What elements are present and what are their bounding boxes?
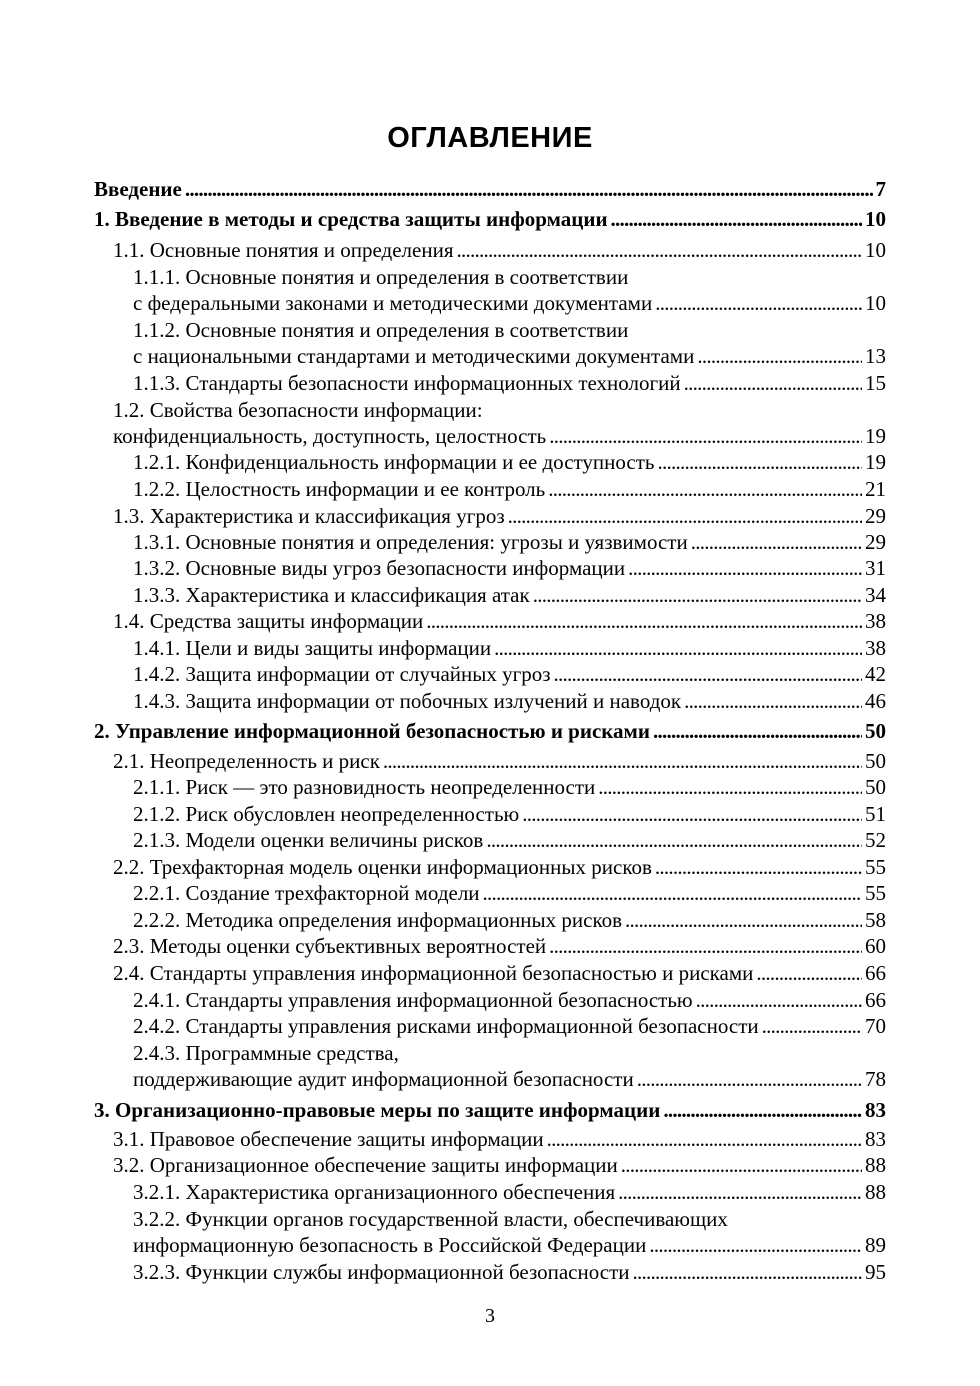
toc-entry xyxy=(0,661,980,688)
dot-leader xyxy=(611,206,862,233)
toc-entry-line xyxy=(133,555,886,582)
toc-entry xyxy=(0,1152,980,1179)
dot-leader xyxy=(658,449,863,476)
toc-entry-title: 1.3.1. Основные понятия и определения: угрозы и уязвимости xyxy=(133,530,688,554)
dot-leader xyxy=(628,555,862,582)
toc-entry-page: 31 xyxy=(865,556,886,580)
dot-leader xyxy=(549,933,862,960)
toc-entry xyxy=(0,718,980,745)
dot-leader xyxy=(554,661,862,688)
toc-entry-title: информационную безопасность в Российской Федерации xyxy=(133,1233,647,1257)
toc-entry-line xyxy=(113,748,886,775)
toc-entry-line xyxy=(113,503,886,530)
toc-entry-title: 3.1. Правовое обеспечение защиты информации xyxy=(113,1127,544,1151)
toc-entry xyxy=(0,476,980,503)
toc-entry-title: 2.1. Неопределенность и риск xyxy=(113,749,380,773)
toc-entry-line xyxy=(133,880,886,907)
toc-entry-page: 10 xyxy=(865,238,886,262)
toc-entry-line xyxy=(113,1126,886,1153)
toc-entry-page: 50 xyxy=(865,719,886,743)
toc-entry-line xyxy=(133,661,886,688)
dot-leader xyxy=(621,1152,862,1179)
toc-entry-line xyxy=(133,529,886,556)
toc-entry xyxy=(0,1206,980,1233)
toc-entry-title: 2.1.1. Риск — это разновидность неопределенности xyxy=(133,775,596,799)
toc-entry-page: 55 xyxy=(865,855,886,879)
toc-entry-page: 55 xyxy=(865,881,886,905)
toc-entry-title: 2. Управление информационной безопасностью и рисками xyxy=(94,719,650,743)
toc-entry-title: 2.1.3. Модели оценки величины рисков xyxy=(133,828,484,852)
dot-leader xyxy=(508,503,862,530)
toc-entry-line xyxy=(94,718,886,745)
dot-leader xyxy=(533,582,862,609)
toc-entry-title: с федеральными законами и методическими документами xyxy=(133,291,653,315)
toc-entry-title: 2.1.2. Риск обусловлен неопределенностью xyxy=(133,802,520,826)
dot-leader xyxy=(653,718,862,745)
toc-entry xyxy=(0,503,980,530)
toc-entry-title: с национальными стандартами и методическими документами xyxy=(133,344,695,368)
toc-entry xyxy=(0,1179,980,1206)
toc-entry-title: 3.2.2. Функции органов государственной власти, обеспечивающих xyxy=(133,1207,728,1231)
toc-entry-page: 19 xyxy=(865,424,886,448)
toc-entry-page: 7 xyxy=(875,177,886,201)
toc-entry xyxy=(0,449,980,476)
toc-entry-title: 1.3.3. Характеристика и классификация атак xyxy=(133,583,530,607)
toc-entry xyxy=(0,206,980,233)
toc-entry xyxy=(0,1126,980,1153)
dot-leader xyxy=(684,688,862,715)
toc-entry-title: 3.2.3. Функции службы информационной безопасности xyxy=(133,1260,630,1284)
toc-entry-page: 58 xyxy=(865,908,886,932)
toc-entry-page: 46 xyxy=(865,689,886,713)
toc-entry-page: 88 xyxy=(865,1180,886,1204)
toc-entry-title: 3.2. Организационное обеспечение защиты информации xyxy=(113,1153,618,1177)
toc-entry-page: 70 xyxy=(865,1014,886,1038)
toc-entry-line xyxy=(94,176,886,203)
toc-entry-line xyxy=(113,933,886,960)
toc-entry-title: 1.4. Средства защиты информации xyxy=(113,609,424,633)
toc-entry-title: 2.2.1. Создание трехфакторной модели xyxy=(133,881,480,905)
toc-entry-title: 2.4.2. Стандарты управления рисками информационной безопасности xyxy=(133,1014,759,1038)
toc-entry-title: 1.1.3. Стандарты безопасности информационных технологий xyxy=(133,371,681,395)
toc-entry xyxy=(0,1066,980,1093)
toc-entry-page: 38 xyxy=(865,609,886,633)
toc-entry-line xyxy=(133,635,886,662)
toc-entry-line xyxy=(133,827,886,854)
toc-entry xyxy=(0,176,980,203)
dot-leader xyxy=(625,907,862,934)
toc-entry-page: 78 xyxy=(865,1067,886,1091)
toc-entry-page: 10 xyxy=(865,291,886,315)
toc-entry xyxy=(0,960,980,987)
toc-entry-page: 13 xyxy=(865,344,886,368)
dot-leader xyxy=(762,1013,862,1040)
toc-entry xyxy=(0,529,980,556)
toc-entry-title: 1.4.2. Защита информации от случайных угроз xyxy=(133,662,551,686)
toc-entry xyxy=(0,555,980,582)
toc-entry-title: 2.3. Методы оценки субъективных вероятностей xyxy=(113,934,547,958)
toc-entry xyxy=(0,1013,980,1040)
toc-entry xyxy=(0,317,980,344)
toc-entry xyxy=(0,933,980,960)
toc-entry xyxy=(0,1232,980,1259)
toc-entry-page: 10 xyxy=(865,207,886,231)
toc-entry-title: 1.1.2. Основные понятия и определения в соответствии xyxy=(133,318,629,342)
dot-leader xyxy=(655,290,862,317)
dot-leader xyxy=(637,1066,862,1093)
toc-entry-page: 50 xyxy=(865,775,886,799)
toc-entry xyxy=(0,907,980,934)
toc-entry-line xyxy=(133,1179,886,1206)
toc-entry-line xyxy=(133,774,886,801)
toc-entry-line xyxy=(113,423,886,450)
toc-entry-title: 1.4.3. Защита информации от побочных излучений и наводок xyxy=(133,689,682,713)
toc-entry xyxy=(0,854,980,881)
toc-entry-page: 29 xyxy=(865,504,886,528)
toc-entry-line xyxy=(133,987,886,1014)
toc-entry-title: 2.2.2. Методика определения информационных рисков xyxy=(133,908,623,932)
toc-entry-title: 1.2.1. Конфиденциальность информации и ее доступность xyxy=(133,450,655,474)
toc-entry-line xyxy=(133,1013,886,1040)
toc-entry-line xyxy=(94,1097,886,1124)
dot-leader xyxy=(696,987,862,1014)
toc-entry-line xyxy=(113,237,886,264)
toc-entry-line xyxy=(133,1259,886,1286)
page-number: 3 xyxy=(485,1305,495,1327)
toc-entry xyxy=(0,264,980,291)
dot-leader xyxy=(684,370,862,397)
toc-entry-line xyxy=(113,1152,886,1179)
dot-leader xyxy=(633,1259,862,1286)
toc-entry xyxy=(0,370,980,397)
dot-leader xyxy=(549,423,862,450)
toc-entry-title: 1.4.1. Цели и виды защиты информации xyxy=(133,636,492,660)
toc-entry-line xyxy=(133,688,886,715)
toc-entry xyxy=(0,582,980,609)
toc-entry-title: Введение xyxy=(94,177,182,201)
toc-entry xyxy=(0,748,980,775)
dot-leader xyxy=(483,880,862,907)
toc-entry-page: 38 xyxy=(865,636,886,660)
toc-entry-line xyxy=(133,449,886,476)
dot-leader xyxy=(649,1232,862,1259)
toc-entry-page: 66 xyxy=(865,961,886,985)
toc-entry-line xyxy=(94,206,886,233)
dot-leader xyxy=(456,237,862,264)
dot-leader xyxy=(426,608,862,635)
toc-entry xyxy=(0,880,980,907)
dot-leader xyxy=(547,1126,862,1153)
toc-entry-line xyxy=(133,476,886,503)
dot-leader xyxy=(663,1097,862,1124)
dot-leader xyxy=(618,1179,862,1206)
toc-entry-page: 88 xyxy=(865,1153,886,1177)
toc-entry-title: 1.2. Свойства безопасности информации: xyxy=(113,398,483,422)
toc-entry-line xyxy=(133,370,886,397)
toc-entry-title: 3.2.1. Характеристика организационного обеспечения xyxy=(133,1180,616,1204)
toc-entry xyxy=(0,1259,980,1286)
dot-leader xyxy=(383,748,862,775)
dot-leader xyxy=(756,960,862,987)
toc-entry xyxy=(0,397,980,424)
toc-entry-title: конфиденциальность, доступность, целостность xyxy=(113,424,547,448)
toc-entry xyxy=(0,290,980,317)
dot-leader xyxy=(691,529,862,556)
toc-entry-title: 1.3. Характеристика и классификация угроз xyxy=(113,504,505,528)
toc-entry xyxy=(0,1097,980,1124)
dot-leader xyxy=(548,476,862,503)
toc-entry-page: 52 xyxy=(865,828,886,852)
dot-leader xyxy=(185,176,873,203)
toc-entry-title: 2.4.3. Программные средства, xyxy=(133,1041,399,1065)
dot-leader xyxy=(697,343,862,370)
dot-leader xyxy=(655,854,862,881)
page-title: ОГЛАВЛЕНИЕ xyxy=(387,122,593,154)
toc-entry-line xyxy=(133,801,886,828)
toc-entry xyxy=(0,688,980,715)
dot-leader xyxy=(522,801,862,828)
toc-entry-title: 1.3.2. Основные виды угроз безопасности информации xyxy=(133,556,626,580)
toc-entry xyxy=(0,423,980,450)
toc-entry-line xyxy=(133,1232,886,1259)
toc-entry-page: 66 xyxy=(865,988,886,1012)
toc-entry xyxy=(0,237,980,264)
toc-entry-title: 1.1. Основные понятия и определения xyxy=(113,238,454,262)
toc-entry-line xyxy=(133,290,886,317)
toc-entry-title: 3. Организационно-правовые меры по защите информации xyxy=(94,1098,661,1122)
toc-entry-line xyxy=(133,907,886,934)
toc-entry-page: 34 xyxy=(865,583,886,607)
toc-entry-page: 60 xyxy=(865,934,886,958)
toc-entry-page: 42 xyxy=(865,662,886,686)
toc-entry-page: 83 xyxy=(865,1127,886,1151)
toc-entry-page: 29 xyxy=(865,530,886,554)
toc-entry xyxy=(0,774,980,801)
toc-entry-page: 19 xyxy=(865,450,886,474)
toc-entry-title: 1.1.1. Основные понятия и определения в соответствии xyxy=(133,265,629,289)
toc-entry-title: 1.2.2. Целостность информации и ее контроль xyxy=(133,477,546,501)
toc-entry-line xyxy=(133,343,886,370)
toc-entry-title: 2.4.1. Стандарты управления информационной безопасностью xyxy=(133,988,693,1012)
dot-leader xyxy=(494,635,862,662)
toc-entry-title: 2.2. Трехфакторная модель оценки информационных рисков xyxy=(113,855,652,879)
dot-leader xyxy=(598,774,862,801)
toc-entry xyxy=(0,635,980,662)
toc-entry xyxy=(0,987,980,1014)
toc-entry-line xyxy=(133,1066,886,1093)
toc-entry-title: 2.4. Стандарты управления информационной безопасностью и рисками xyxy=(113,961,754,985)
toc-entry-line xyxy=(133,582,886,609)
toc-entry-line xyxy=(113,854,886,881)
toc-entry-page: 83 xyxy=(865,1098,886,1122)
toc-entry-page: 51 xyxy=(865,802,886,826)
toc-entry-page: 50 xyxy=(865,749,886,773)
toc-entry-title: 1. Введение в методы и средства защиты информации xyxy=(94,207,608,231)
toc-entry xyxy=(0,1040,980,1067)
toc-entry xyxy=(0,343,980,370)
toc-entry-page: 95 xyxy=(865,1260,886,1284)
toc-entry xyxy=(0,608,980,635)
toc-entry-page: 21 xyxy=(865,477,886,501)
toc-entry xyxy=(0,827,980,854)
toc-entry-page: 89 xyxy=(865,1233,886,1257)
dot-leader xyxy=(486,827,862,854)
toc-entry-line xyxy=(113,608,886,635)
toc-entry xyxy=(0,801,980,828)
toc-entry-title: поддерживающие аудит информационной безопасности xyxy=(133,1067,634,1091)
toc-entry-page: 15 xyxy=(865,371,886,395)
toc-entry-line xyxy=(113,960,886,987)
